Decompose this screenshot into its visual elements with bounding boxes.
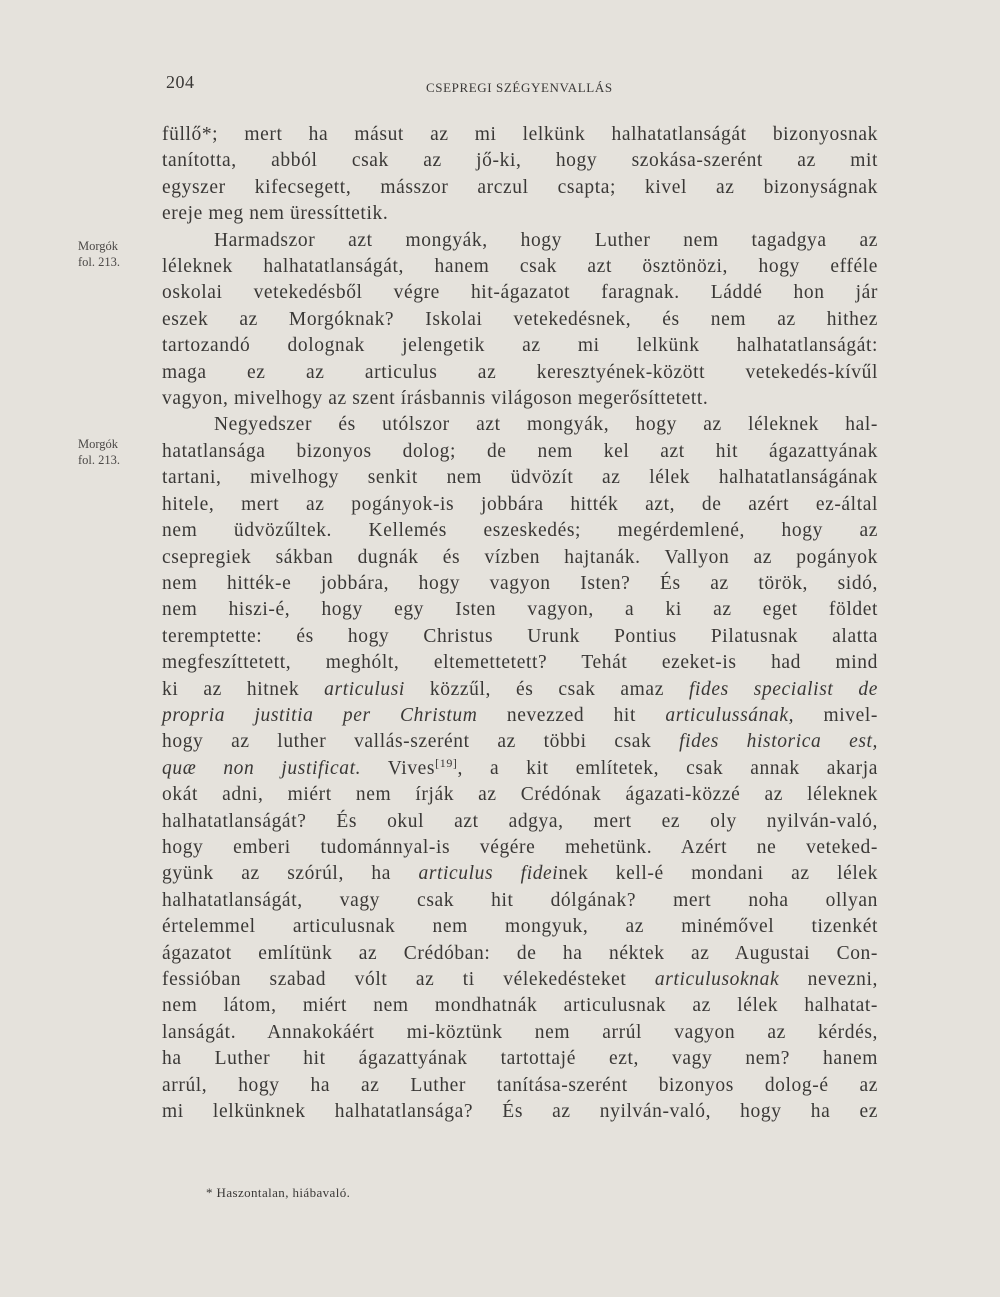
text-line: ha Luther hit ágazattyának tartottajé ezt, vagy nem? hanem xyxy=(162,1048,878,1070)
text-line: lanságát. Annakokáért mi-köztünk nem arrúl vagyon az kérdés, xyxy=(162,1021,878,1043)
text-line: hatatlansága bizonyos dolog; de nem kel azt hit ágazattyának xyxy=(162,440,878,462)
text-line: teremptette: és hogy Christus Urunk Pontius Pilatusnak alatta xyxy=(162,625,878,647)
text-line xyxy=(162,756,878,782)
margin-note xyxy=(78,238,148,270)
text-line: eszek az Morgóknak? Iskolai vetekedésnek, és nem az hithez xyxy=(162,308,878,330)
text-line: oskolai vetekedésből végre hit-ágazatot faragnak. Láddé hon jár xyxy=(162,282,878,304)
text-line xyxy=(162,677,878,703)
running-head: CSEPREGI SZÉGYENVALLÁS xyxy=(426,80,613,95)
text-line: léleknek halhatatlanságát, hanem csak azt ösztönözi, hogy efféle xyxy=(162,256,878,278)
text-line: ereje meg nem üressíttetik. xyxy=(162,203,389,225)
text-segment: , a kit említetek, csak annak akarja xyxy=(457,757,879,779)
text-line: vagyon, mivelhogy az szent írásbannis világoson megerősíttetett. xyxy=(162,388,709,410)
text-segment: Vives xyxy=(361,757,436,779)
margin-note-line: Morgók xyxy=(78,437,119,451)
page-number: 204 xyxy=(166,72,195,92)
text-segment: hogy az luther vallás-szerént az többi csak xyxy=(162,731,680,753)
italic-phrase: fides specialist de xyxy=(688,678,878,700)
text-line: hogy emberi tudománnyal-is végére mehetünk. Azért ne veteked- xyxy=(162,836,878,858)
text-segment: mivel- xyxy=(794,704,878,726)
text-line xyxy=(162,967,878,993)
text-line: mi lelkünknek halhatatlansága? És az nyilván-való, hogy ha ez xyxy=(162,1101,878,1123)
text-line: Harmadszor azt mongyák, hogy Luther nem tagadgya az xyxy=(214,229,878,251)
text-line: halhatatlanságát? És okul azt adgya, mert ez oly nyilván-való, xyxy=(162,810,878,832)
text-line: nem hitték-e jobbára, hogy vagyon Isten? És az török, sidó, xyxy=(162,572,878,594)
text-line: hitele, mert az pogányok-is jobbára hitték azt, de azért ez-által xyxy=(162,493,878,515)
text-line: okát adni, miért nem írják az Crédónak ágazati-közzé az léleknek xyxy=(162,784,878,806)
text-line: tanította, abból csak az jő-ki, hogy szokása-szerént az mit xyxy=(162,150,878,172)
footnote: * Haszontalan, hiábavaló. xyxy=(206,1185,351,1200)
text-line: arrúl, hogy ha az Luther tanítása-szerént bizonyos dolog-é az xyxy=(162,1074,878,1096)
italic-phrase: articulusi xyxy=(324,678,405,700)
margin-note-line: fol. 213. xyxy=(78,453,121,467)
text-line: tartani, mivelhogy senkit nem üdvözít az lélek halhatatlanságának xyxy=(162,467,878,489)
text-line: ágazatot említünk az Crédóban: de ha néktek az Augustai Con- xyxy=(162,942,878,964)
text-line: egyszer kifecsegett, másszor arczul csapta; kivel az bizonyságnak xyxy=(162,176,878,198)
text-segment: közzűl, és csak amaz xyxy=(404,678,689,700)
body-text xyxy=(162,122,878,1125)
text-line: tartozandó dolognak jelengetik az mi lelkünk halhatatlanságát: xyxy=(162,335,878,357)
text-line: megfeszíttetett, meghólt, eltemettetett? Tehát ezeket-is had mind xyxy=(162,652,878,674)
text-segment: nevezzed hit xyxy=(477,704,666,726)
text-line xyxy=(162,861,878,887)
text-line: halhatatlanságát, vagy csak hit dólgának? mert noha ollyan xyxy=(162,889,878,911)
text-segment: gyünk az szórúl, ha xyxy=(162,863,419,885)
text-segment: nevezni, xyxy=(779,969,878,990)
italic-phrase: quæ non justificat. xyxy=(162,757,362,779)
text-line: nem hiszi-é, hogy egy Isten vagyon, a ki az eget földet xyxy=(162,599,878,621)
italic-phrase: articulus fidei xyxy=(418,863,559,885)
text-segment: fessióban szabad vólt az ti vélekedésteket xyxy=(162,969,655,990)
text-segment: nek kell-é mondani az lélek xyxy=(558,863,878,885)
italic-phrase: fides historica est, xyxy=(679,731,879,753)
text-line xyxy=(162,703,878,729)
text-line: Negyedszer és utólszor azt mongyák, hogy az léleknek hal- xyxy=(214,414,878,436)
footnote-reference: [19] xyxy=(435,755,458,770)
text-line: csepregiek sákban dugnák és vízben hajtanák. Vallyon az pogányok xyxy=(162,546,878,568)
italic-phrase: articulussának, xyxy=(665,704,795,726)
text-line: nem látom, miért nem mondhatnák articulusnak az lélek halhatat- xyxy=(162,995,878,1017)
margin-note-line: fol. 213. xyxy=(78,255,121,269)
italic-phrase: propria justitia per Christum xyxy=(162,704,478,726)
text-line: füllő*; mert ha másut az mi lelkünk halhatatlanságát bizonyosnak xyxy=(162,124,878,145)
text-line: nem üdvözűltek. Kellemés eszeskedés; megérdemlené, hogy az xyxy=(162,520,878,542)
text-line: értelemmel articulusnak nem mongyuk, az minémővel tizenkét xyxy=(162,916,878,938)
text-line: maga ez az articulus az keresztyének-között vetekedés-kívűl xyxy=(162,361,878,383)
text-segment: ki az hitnek xyxy=(162,678,325,700)
margin-note-line: Morgók xyxy=(78,239,119,253)
italic-phrase: articulusoknak xyxy=(654,969,780,990)
text-line xyxy=(162,729,878,755)
margin-note xyxy=(78,436,148,468)
